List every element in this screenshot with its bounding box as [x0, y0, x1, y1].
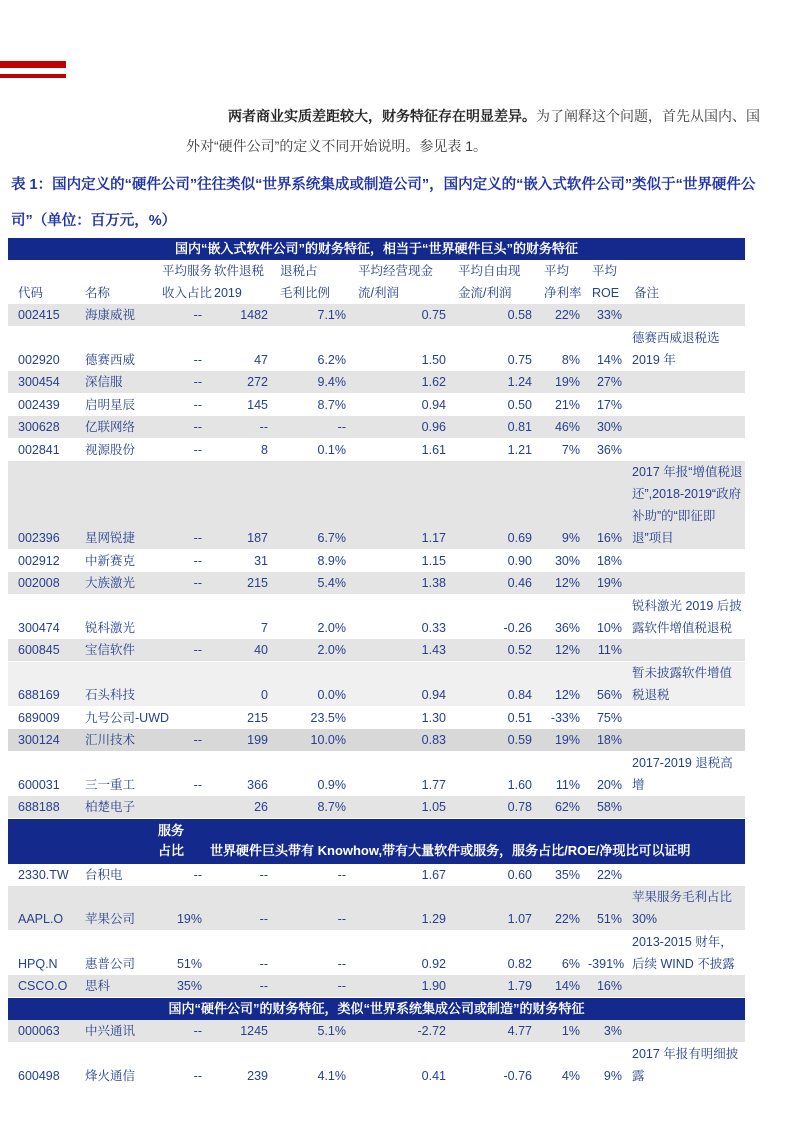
cell-ocf-profit: 1.50 [421, 353, 446, 367]
cell-code: 2330.TW [18, 868, 69, 882]
rows-domestic-hardware [8, 1020, 745, 1087]
cell-service-share: -- [193, 531, 202, 545]
col-header-ocf-profit: 平均经营现金 流/利润 [358, 264, 434, 300]
cell-ocf-profit: -2.72 [417, 1024, 446, 1038]
cell-roe: 3% [603, 1024, 622, 1038]
cell-fcf-profit: 1.21 [507, 443, 532, 457]
table-row [8, 796, 745, 819]
cell-rebate-gm-ratio: 6.2% [317, 353, 346, 367]
cell-service-share: -- [193, 733, 202, 747]
cell-ocf-profit: 1.77 [421, 778, 446, 792]
cell-roe: 18% [596, 733, 622, 747]
cell-fcf-profit: 0.81 [507, 420, 532, 434]
cell-service-share: -- [193, 353, 202, 367]
cell-remark: 2013-2015 财年，后续 WIND 不披露 [632, 935, 735, 971]
cell-name: 中新赛克 [85, 554, 136, 568]
cell-remark: 锐科激光 2019 后披露软件增值税退税 [632, 599, 742, 635]
cell-net-margin: 4% [561, 1069, 580, 1083]
table-title: 表 1：国内定义的“硬件公司”往往类似“世界系统集成或制造公司”，国内定义的“嵌入式软件公司”类似于“世界硬件公司”（单位：百万元，%） [11, 177, 756, 229]
cell-ocf-profit: 0.96 [421, 420, 446, 434]
cell-net-margin: 21% [554, 398, 580, 412]
cell-ocf-profit: 1.43 [421, 643, 446, 657]
cell-fcf-profit: 0.75 [507, 353, 532, 367]
col-header-remark: 备注 [634, 286, 660, 300]
cell-name: 台积电 [85, 868, 123, 882]
cell-code: 002415 [18, 308, 60, 322]
cell-net-margin: 36% [554, 621, 580, 635]
col-header-service-share: 平均服务 收入占比 [162, 264, 213, 300]
cell-code: 600031 [18, 778, 60, 792]
cell-net-margin: 62% [554, 800, 580, 814]
cell-rebate-2019: 7 [261, 621, 268, 635]
cell-roe: 16% [596, 531, 622, 545]
cell-fcf-profit: 1.24 [507, 375, 532, 389]
cell-ocf-profit: 0.75 [421, 308, 446, 322]
rows-global-hardware [8, 864, 745, 998]
cell-code: 000063 [18, 1024, 60, 1038]
col-header-net-margin: 平均 净利率 [544, 264, 582, 300]
cell-net-margin: 12% [554, 643, 580, 657]
table-row [8, 975, 745, 998]
cell-code: 300474 [18, 621, 60, 635]
cell-fcf-profit: 0.84 [507, 688, 532, 702]
col-header-rebate-gm-ratio: 退税占 毛利比例 [280, 264, 331, 300]
cell-net-margin: 14% [554, 979, 580, 993]
cell-rebate-gm-ratio: -- [337, 979, 346, 993]
cell-remark: 2017-2019 退税高增 [632, 756, 733, 792]
cell-remark: 苹果服务毛利占比 30% [632, 890, 733, 926]
cell-roe: 51% [596, 912, 622, 926]
cell-service-share: 51% [176, 957, 202, 971]
cell-roe: 56% [596, 688, 622, 702]
cell-ocf-profit: 1.38 [421, 576, 446, 590]
cell-rebate-2019: 145 [247, 398, 268, 412]
band2-label [158, 821, 210, 861]
cell-name: 三一重工 [85, 778, 136, 792]
cell-code: CSCO.O [18, 979, 68, 993]
cell-service-share: 35% [176, 979, 202, 993]
cell-name: 烽火通信 [85, 1069, 136, 1083]
table-row [8, 931, 745, 975]
cell-roe: 27% [596, 375, 622, 389]
cell-name: 启明星辰 [85, 398, 136, 412]
cell-name: 大族激光 [85, 576, 136, 590]
red-divider-bottom [0, 74, 66, 78]
cell-rebate-2019: 187 [247, 531, 268, 545]
cell-rebate-2019: -- [259, 957, 268, 971]
band2-text: 世界硬件巨头带有 Knowhow,带有大量软件或服务，服务占比/ROE/净现比可以证明 [210, 843, 691, 858]
table-row [8, 886, 745, 931]
cell-ocf-profit: 1.05 [421, 800, 446, 814]
cell-rebate-2019: -- [259, 979, 268, 993]
cell-code: 002912 [18, 554, 60, 568]
cell-ocf-profit: 0.33 [421, 621, 446, 635]
cell-fcf-profit: 0.69 [507, 531, 532, 545]
cell-fcf-profit: 1.79 [507, 979, 532, 993]
cell-net-margin: 35% [554, 868, 580, 882]
cell-net-margin: 11% [555, 778, 580, 792]
cell-net-margin: -33% [550, 711, 580, 725]
cell-ocf-profit: 0.83 [421, 733, 446, 747]
cell-service-share: -- [193, 576, 202, 590]
cell-name: 中兴通讯 [85, 1024, 136, 1038]
cell-code: 300454 [18, 375, 60, 389]
cell-name: 惠普公司 [85, 957, 136, 971]
table-row [8, 394, 745, 416]
table-column-headers [8, 260, 745, 304]
cell-roe: 19% [596, 576, 622, 590]
cell-remark: 2017 年报“增值税退还”,2018-2019“政府补助”的“即征即退”项目 [632, 465, 743, 545]
cell-ocf-profit: 1.17 [421, 531, 446, 545]
cell-ocf-profit: 1.90 [421, 979, 446, 993]
cell-rebate-2019: 8 [261, 443, 268, 457]
cell-rebate-gm-ratio: 6.7% [317, 531, 346, 545]
col-header-roe: 平均 ROE [592, 264, 620, 300]
cell-fcf-profit: 0.58 [507, 308, 532, 322]
cell-service-share: -- [193, 778, 202, 792]
cell-ocf-profit: 1.30 [421, 711, 446, 725]
cell-rebate-2019: -- [259, 868, 268, 882]
cell-fcf-profit: 0.52 [507, 643, 532, 657]
cell-rebate-gm-ratio: -- [337, 957, 346, 971]
section-header-service-ratio [8, 819, 745, 864]
cell-rebate-gm-ratio: 7.1% [317, 308, 346, 322]
cell-code: 688169 [18, 688, 60, 702]
cell-fcf-profit: 0.51 [507, 711, 532, 725]
cell-net-margin: 22% [554, 912, 580, 926]
cell-ocf-profit: 1.62 [421, 375, 446, 389]
cell-roe: 75% [596, 711, 622, 725]
cell-rebate-gm-ratio: -- [337, 912, 346, 926]
cell-roe: 16% [596, 979, 622, 993]
cell-rebate-gm-ratio: 9.4% [317, 375, 346, 389]
cell-name: 思科 [85, 979, 111, 993]
cell-code: 002396 [18, 531, 60, 545]
cell-rebate-gm-ratio: 8.7% [317, 800, 346, 814]
cell-remark: 德赛西威退税选 2019 年 [632, 331, 720, 367]
cell-code: 002841 [18, 443, 60, 457]
cell-name: 九号公司-UWD [85, 711, 170, 725]
cell-net-margin: 7% [561, 443, 580, 457]
cell-rebate-gm-ratio: 5.4% [317, 576, 346, 590]
cell-service-share: -- [193, 1069, 202, 1083]
red-divider-top [0, 61, 66, 68]
cell-rebate-2019: 1482 [240, 308, 268, 322]
cell-rebate-2019: 40 [254, 643, 268, 657]
table-row [8, 439, 745, 461]
cell-roe: 18% [596, 554, 622, 568]
table-row [8, 304, 745, 327]
cell-remark: 2017 年报有明细披露 [632, 1047, 739, 1083]
cell-ocf-profit: 0.94 [421, 398, 446, 412]
intro-paragraph [186, 101, 772, 161]
table-row [8, 416, 745, 439]
cell-service-share: -- [193, 554, 202, 568]
cell-ocf-profit: 1.29 [421, 912, 446, 926]
cell-name: 海康威视 [85, 308, 136, 322]
cell-fcf-profit: 0.60 [507, 868, 532, 882]
cell-roe: 22% [596, 868, 622, 882]
cell-service-share: -- [193, 868, 202, 882]
cell-service-share: -- [193, 420, 202, 434]
cell-roe: 20% [596, 778, 622, 792]
cell-ocf-profit: 0.92 [421, 957, 446, 971]
cell-service-share: -- [193, 1024, 202, 1038]
cell-ocf-profit: 0.94 [421, 688, 446, 702]
cell-ocf-profit: 0.41 [421, 1069, 446, 1083]
cell-rebate-gm-ratio: 0.0% [317, 688, 346, 702]
cell-net-margin: 6% [561, 957, 580, 971]
cell-service-share: 19% [176, 912, 202, 926]
cell-roe: 14% [596, 353, 622, 367]
col-header-name: 名称 [85, 286, 111, 300]
cell-code: 688188 [18, 800, 60, 814]
cell-net-margin: 9% [561, 531, 580, 545]
cell-fcf-profit: 0.59 [507, 733, 532, 747]
cell-code: 002439 [18, 398, 60, 412]
col-header-rebate-2019: 软件退税 2019 [214, 264, 265, 300]
cell-service-share: -- [193, 443, 202, 457]
cell-ocf-profit: 1.67 [421, 868, 446, 882]
cell-rebate-2019: 366 [247, 778, 268, 792]
cell-roe: 11% [597, 643, 622, 657]
cell-fcf-profit: 0.82 [507, 957, 532, 971]
cell-roe: 33% [596, 308, 622, 322]
intro-rest-text: 为了阐释这个问题，首先从国内、国外对“硬件公司”的定义不同开始说明。参见表 1。 [186, 108, 760, 154]
cell-rebate-2019: 215 [247, 711, 268, 725]
band2-label-line1: 服务 [158, 823, 185, 838]
cell-net-margin: 8% [561, 353, 580, 367]
table-row [8, 1020, 745, 1043]
table-row [8, 639, 745, 662]
cell-remark: 暂未披露软件增值税退税 [632, 666, 733, 702]
table-row [8, 662, 745, 707]
cell-name: 星网锐捷 [85, 531, 136, 545]
cell-fcf-profit: 0.78 [507, 800, 532, 814]
cell-rebate-gm-ratio: -- [337, 420, 346, 434]
cell-name: 亿联网络 [85, 420, 136, 434]
rows-embedded-software [8, 304, 745, 819]
cell-roe: 9% [603, 1069, 622, 1083]
cell-name: 苹果公司 [85, 912, 136, 926]
table-row [8, 729, 745, 752]
section-header-embedded-software: 国内“嵌入式软件公司”的财务特征，相当于“世界硬件巨头”的财务特征 [8, 238, 745, 260]
table-row [8, 595, 745, 639]
cell-code: 600498 [18, 1069, 60, 1083]
cell-roe: 58% [596, 800, 622, 814]
band2-label-line2: 占比 [158, 843, 185, 858]
cell-name: 视源股份 [85, 443, 136, 457]
cell-name: 汇川技术 [85, 733, 136, 747]
cell-code: 300628 [18, 420, 60, 434]
col-header-fcf-profit: 平均自由现 金流/利润 [458, 264, 521, 300]
cell-fcf-profit: 0.90 [507, 554, 532, 568]
col-header-code: 代码 [18, 286, 44, 300]
table-row [8, 707, 745, 729]
table-row [8, 752, 745, 796]
cell-code: 689009 [18, 711, 60, 725]
cell-ocf-profit: 1.15 [421, 554, 446, 568]
cell-rebate-gm-ratio: 5.1% [317, 1024, 346, 1038]
cell-code: HPQ.N [18, 957, 58, 971]
cell-rebate-2019: 239 [247, 1069, 268, 1083]
cell-roe: 10% [596, 621, 622, 635]
cell-rebate-2019: 26 [254, 800, 268, 814]
cell-name: 宝信软件 [85, 643, 136, 657]
cell-service-share: -- [193, 398, 202, 412]
cell-rebate-gm-ratio: 23.5% [310, 711, 346, 725]
cell-net-margin: 19% [554, 375, 580, 389]
cell-service-share: -- [193, 643, 202, 657]
cell-fcf-profit: 1.60 [507, 778, 532, 792]
cell-rebate-2019: 0 [261, 688, 268, 702]
cell-roe: 36% [596, 443, 622, 457]
cell-fcf-profit: -0.26 [503, 621, 532, 635]
table-1 [8, 238, 745, 1087]
cell-net-margin: 12% [554, 576, 580, 590]
table-row [8, 1043, 745, 1087]
cell-net-margin: 30% [554, 554, 580, 568]
cell-net-margin: 12% [554, 688, 580, 702]
cell-rebate-gm-ratio: 2.0% [317, 621, 346, 635]
table-row [8, 461, 745, 550]
cell-name: 深信服 [85, 375, 123, 389]
cell-rebate-2019: 47 [254, 353, 268, 367]
cell-rebate-2019: -- [259, 420, 268, 434]
table-row [8, 371, 745, 394]
cell-rebate-gm-ratio: -- [337, 868, 346, 882]
cell-fcf-profit: 1.07 [507, 912, 532, 926]
cell-name: 锐科激光 [85, 621, 136, 635]
cell-rebate-2019: -- [259, 912, 268, 926]
cell-net-margin: 19% [554, 733, 580, 747]
cell-roe: -391% [588, 957, 625, 971]
cell-fcf-profit: 4.77 [507, 1024, 532, 1038]
cell-rebate-gm-ratio: 4.1% [317, 1069, 346, 1083]
cell-rebate-2019: 199 [247, 733, 268, 747]
cell-roe: 30% [596, 420, 622, 434]
cell-fcf-profit: 0.50 [507, 398, 532, 412]
cell-net-margin: 22% [554, 308, 580, 322]
cell-code: 002008 [18, 576, 60, 590]
cell-service-share: -- [193, 308, 202, 322]
cell-code: 002920 [18, 353, 60, 367]
cell-rebate-2019: 215 [247, 576, 268, 590]
table-row [8, 864, 745, 886]
cell-rebate-2019: 31 [254, 554, 268, 568]
table-row [8, 550, 745, 572]
cell-code: 300124 [18, 733, 60, 747]
section-header-domestic-hardware: 国内“硬件公司”的财务特征，类似“世界系统集成公司或制造”的财务特征 [8, 998, 745, 1020]
cell-rebate-gm-ratio: 0.9% [317, 778, 346, 792]
table-row [8, 572, 745, 595]
cell-name: 德赛西威 [85, 353, 136, 367]
cell-code: AAPL.O [18, 912, 64, 926]
cell-net-margin: 46% [554, 420, 580, 434]
cell-roe: 17% [596, 398, 622, 412]
cell-name: 柏楚电子 [85, 800, 136, 814]
cell-rebate-2019: 272 [247, 375, 268, 389]
cell-service-share: -- [193, 375, 202, 389]
table-row [8, 327, 745, 371]
intro-bold-text: 两者商业实质差距较大，财务特征存在明显差异。 [228, 108, 536, 124]
cell-net-margin: 1% [561, 1024, 580, 1038]
cell-rebate-gm-ratio: 2.0% [317, 643, 346, 657]
cell-rebate-gm-ratio: 10.0% [310, 733, 346, 747]
cell-rebate-gm-ratio: 8.9% [317, 554, 346, 568]
cell-name: 石头科技 [85, 688, 136, 702]
cell-rebate-2019: 1245 [240, 1024, 268, 1038]
cell-code: 600845 [18, 643, 60, 657]
cell-rebate-gm-ratio: 8.7% [317, 398, 346, 412]
cell-ocf-profit: 1.61 [421, 443, 446, 457]
cell-fcf-profit: -0.76 [503, 1069, 532, 1083]
cell-fcf-profit: 0.46 [507, 576, 532, 590]
cell-rebate-gm-ratio: 0.1% [317, 443, 346, 457]
